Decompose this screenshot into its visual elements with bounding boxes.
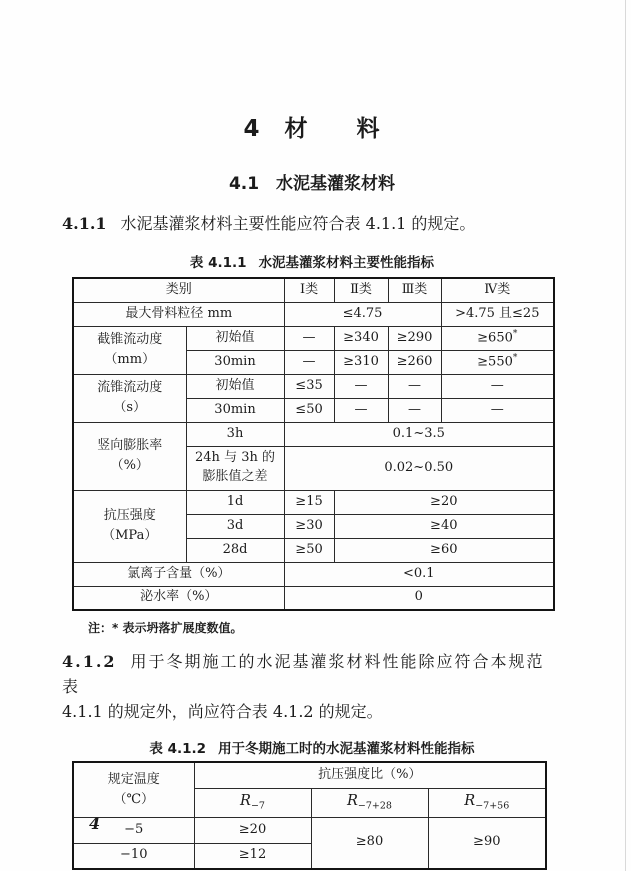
clause-line-1 [62,649,562,699]
cone-flow-initial-c2: ≥340 [334,326,388,350]
flow-cone-30min-c2: — [334,398,388,422]
r-symbol: R [240,793,251,810]
cone-flow-label-line2: （mm） [104,352,156,367]
clause-line-2: 4.1.1 的规定外，尚应符合表 4.1.2 的规定。 [62,702,383,721]
table-411-caption [62,251,562,271]
flow-cone-initial-label: 初始值 [186,374,284,398]
r7-minus10-value: ≥12 [194,843,311,869]
table-header-row [73,762,546,788]
expansion-3h-label: 3h [186,422,284,446]
bleeding-label: 泌水率（%） [73,586,284,610]
flow-cone-label-line1: 流锥流动度 [97,379,163,395]
max-aggregate-class4: >4.75 且≤25 [441,302,554,326]
cone-flow-initial-c3: ≥290 [388,326,441,350]
r7-header [194,788,311,817]
max-aggregate-label: 最大骨料粒径 mm [73,302,284,326]
table-row [73,326,554,350]
cone-flow-30min-c4 [441,350,554,374]
table-caption-label: 表 4.1.2 [149,741,207,757]
clause-text: 水泥基灌浆材料主要性能应符合表 4.1.1 的规定。 [120,214,476,233]
temp-minus5: −5 [73,817,194,843]
footnote-asterisk: * [512,328,518,339]
strength-28d-rest: ≥60 [334,538,554,562]
header-class4: Ⅳ类 [441,278,554,302]
r-subscript: −7+28 [357,800,392,812]
r7-minus5-value: ≥20 [194,817,311,843]
table-412 [72,761,547,870]
table-411 [72,277,555,611]
header-class3: Ⅲ类 [388,278,441,302]
compressive-strength-label-line1: 抗压强度 [103,507,156,523]
cone-flow-label [73,326,186,374]
table-411-note: 注：* 表示坍落扩展度数值。 [88,621,243,635]
flow-cone-30min-c3: — [388,398,441,422]
temp-header [73,762,194,817]
cone-flow-initial-c4-value: ≥650 [477,330,513,346]
flow-cone-30min-c4: — [441,398,554,422]
expansion-24h-value: 0.02~0.50 [284,446,554,490]
strength-3d-label: 3d [186,514,284,538]
table-caption-title: 用于冬期施工时的水泥基灌浆材料性能指标 [218,741,475,757]
clause-4-1-2 [62,649,562,724]
header-category: 类别 [73,278,284,302]
table-row [73,490,554,514]
flow-cone-30min-label: 30min [186,398,284,422]
header-class1: Ⅰ类 [284,278,334,302]
table-row [73,374,554,398]
flow-cone-label-line2: （s） [113,400,147,415]
strength-1d-label: 1d [186,490,284,514]
flow-cone-label [73,374,186,422]
ratio-header: 抗压强度比（%） [194,762,546,788]
strength-1d-c1: ≥15 [284,490,334,514]
table-row [73,817,546,843]
strength-28d-label: 28d [186,538,284,562]
r-subscript: −7 [250,800,265,812]
section-title: 4.1 水泥基灌浆材料 [228,174,396,194]
strength-28d-c1: ≥50 [284,538,334,562]
clause-text: 用于冬期施工的水泥基灌浆材料性能除应符合本规范表 [62,652,545,696]
flow-cone-initial-c2: — [334,374,388,398]
flow-cone-initial-c3: — [388,374,441,398]
cone-flow-30min-c4-value: ≥550 [477,354,513,370]
bleeding-value: 0 [284,586,554,610]
temp-header-line1: 规定温度 [107,771,160,787]
flow-cone-30min-c1: ≤50 [284,398,334,422]
temp-minus10: −10 [73,843,194,869]
compressive-strength-label [73,490,186,562]
cone-flow-30min-c2: ≥310 [334,350,388,374]
r-subscript: −7+56 [475,800,510,812]
table-row [73,422,554,446]
clause-4-1-1 [62,211,562,236]
table-row [73,562,554,586]
strength-1d-rest: ≥20 [334,490,554,514]
strength-3d-rest: ≥40 [334,514,554,538]
table-row [73,302,554,326]
clause-number: 4.1.1 [62,214,107,233]
scan-edge-artifact [625,0,626,871]
flow-cone-initial-c1: ≤35 [284,374,334,398]
cone-flow-initial-c4 [441,326,554,350]
max-aggregate-class1to3: ≤4.75 [284,302,441,326]
table-header-row [73,278,554,302]
chloride-label: 氯离子含量（%） [73,562,284,586]
cone-flow-30min-c1: — [284,350,334,374]
flow-cone-initial-c4: — [441,374,554,398]
vertical-expansion-label-line2: （%） [110,458,149,473]
chloride-value: <0.1 [284,562,554,586]
table-caption-label: 表 4.1.1 [189,255,247,271]
r756-value: ≥90 [428,817,546,869]
table-caption-title: 水泥基灌浆材料主要性能指标 [258,255,435,271]
clause-number: 4.1.2 [62,652,117,671]
r728-value: ≥80 [311,817,428,869]
cone-flow-label-line1: 截锥流动度 [97,331,163,347]
vertical-expansion-label-line1: 竖向膨胀率 [97,437,163,453]
cone-flow-30min-c3: ≥260 [388,350,441,374]
cone-flow-initial-label: 初始值 [186,326,284,350]
cone-flow-initial-c1: — [284,326,334,350]
compressive-strength-label-line2: （MPa） [102,528,158,543]
header-class2: Ⅱ类 [334,278,388,302]
r728-header [311,788,428,817]
r-symbol: R [464,793,476,810]
r756-header [428,788,546,817]
expansion-24h-label: 24h 与 3h 的膨胀值之差 [186,446,284,490]
page-number: 4 [89,814,101,833]
temp-header-line2: （℃） [113,791,155,807]
cone-flow-30min-label: 30min [186,350,284,374]
strength-3d-c1: ≥30 [284,514,334,538]
footnote-asterisk: * [512,352,518,363]
expansion-3h-value: 0.1~3.5 [284,422,554,446]
vertical-expansion-label [73,422,186,490]
r-symbol: R [347,793,358,810]
table-row [73,586,554,610]
chapter-title: 4 材 料 [243,116,381,142]
table-412-caption [62,737,562,757]
